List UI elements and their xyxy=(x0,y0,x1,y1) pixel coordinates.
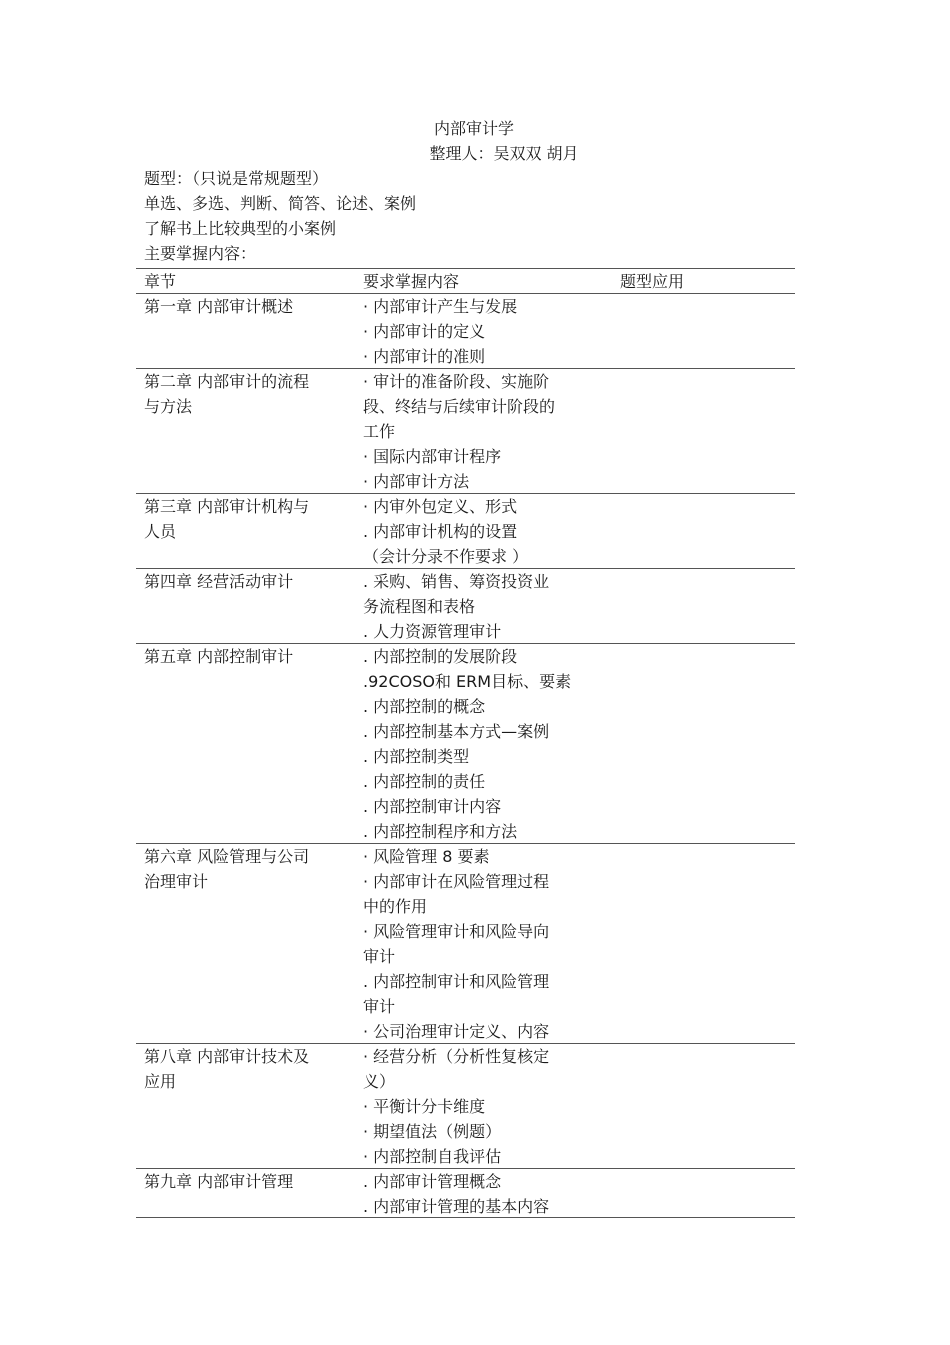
content-cell-line: 审计 xyxy=(363,947,396,966)
table-header-row xyxy=(136,268,795,293)
content-cell-line: · 平衡计分卡维度 xyxy=(363,1097,486,1116)
content-cell-line: . 内部控制审计内容 xyxy=(363,797,502,816)
document-title: 内部审计学 xyxy=(433,119,514,138)
chapter-cell-line: 与方法 xyxy=(144,397,193,416)
content-cell-line: . 内部控制程序和方法 xyxy=(363,822,518,841)
chapter-cell xyxy=(144,294,354,319)
content-cell xyxy=(363,494,598,569)
chapter-cell-line: 第二章 内部审计的流程 xyxy=(144,372,310,391)
chapter-cell-line: 第四章 经营活动审计 xyxy=(144,572,294,591)
content-cell xyxy=(363,844,598,1044)
content-cell-line: 中的作用 xyxy=(363,897,428,916)
content-cell xyxy=(363,644,598,844)
content-cell-line: · 经营分析（分析性复核定 xyxy=(363,1047,550,1066)
content-cell-line: · 内审外包定义、形式 xyxy=(363,497,518,516)
chapter-cell-line: 第五章 内部控制审计 xyxy=(144,647,294,666)
content-cell-line: . 内部控制基本方式—案例 xyxy=(363,722,550,741)
content-cell-line: 义） xyxy=(363,1072,396,1091)
content-cell-line: · 审计的准备阶段、实施阶 xyxy=(363,372,550,391)
content-cell-line: · 内部审计在风险管理过程 xyxy=(363,872,550,891)
content-cell-line: · 内部审计的定义 xyxy=(363,322,486,341)
chapter-cell-line: 应用 xyxy=(144,1072,177,1091)
chapter-cell xyxy=(144,644,354,669)
content-cell-line: . 内部控制的发展阶段 xyxy=(363,647,518,666)
content-cell-line: . 内部审计管理概念 xyxy=(363,1172,502,1191)
content-cell-line: 务流程图和表格 xyxy=(363,597,476,616)
chapter-cell-line: 第一章 内部审计概述 xyxy=(144,297,294,316)
content-cell-line: （会计分录不作要求 ） xyxy=(363,547,529,566)
table-row xyxy=(136,843,795,1043)
content-cell-line: . 内部控制审计和风险管理 xyxy=(363,972,550,991)
content-cell-line: · 内部控制自我评估 xyxy=(363,1147,502,1166)
table-row xyxy=(136,1043,795,1168)
header-content: 要求掌握内容 xyxy=(363,272,460,291)
chapter-cell xyxy=(144,1169,354,1194)
content-cell-line: . 内部审计机构的设置 xyxy=(363,522,518,541)
intro-line-question-types: 题型：（只说是常规题型） xyxy=(144,169,329,188)
chapter-cell xyxy=(144,369,354,419)
content-cell-line: · 内部审计方法 xyxy=(363,472,470,491)
table-row xyxy=(136,493,795,568)
content-cell-line: . 采购、销售、筹资投资业 xyxy=(363,572,550,591)
table-row xyxy=(136,1168,795,1218)
chapter-cell-line: 治理审计 xyxy=(144,872,209,891)
intro-line-type-list: 单选、多选、判断、简答、论述、案例 xyxy=(144,194,417,213)
chapter-cell-line: 人员 xyxy=(144,522,177,541)
chapter-cell-line: 第六章 风险管理与公司 xyxy=(144,847,310,866)
content-cell xyxy=(363,1044,598,1169)
intro-line-main-content: 主要掌握内容： xyxy=(144,244,257,263)
content-cell xyxy=(363,1169,598,1219)
header-question-type: 题型应用 xyxy=(620,272,685,291)
content-cell-line: . 人力资源管理审计 xyxy=(363,622,502,641)
table-row xyxy=(136,643,795,843)
chapter-cell xyxy=(144,494,354,544)
chapter-cell xyxy=(144,1044,354,1094)
chapter-cell xyxy=(144,844,354,894)
content-cell-line: · 国际内部审计程序 xyxy=(363,447,502,466)
content-cell-line: · 内部审计产生与发展 xyxy=(363,297,518,316)
content-cell-line: . 内部审计管理的基本内容 xyxy=(363,1197,550,1216)
content-cell-line: 审计 xyxy=(363,997,396,1016)
chapter-cell-line: 第八章 内部审计技术及 xyxy=(144,1047,310,1066)
content-cell-line: 工作 xyxy=(363,422,396,441)
chapter-cell xyxy=(144,569,354,594)
content-cell xyxy=(363,369,598,494)
syllabus-table xyxy=(136,268,795,1218)
content-cell-line: .92COSO和 ERM目标、要素 xyxy=(363,672,572,691)
content-cell-line: · 风险管理审计和风险导向 xyxy=(363,922,550,941)
content-cell xyxy=(363,569,598,644)
content-cell-line: . 内部控制的责任 xyxy=(363,772,486,791)
chapter-cell-line: 第九章 内部审计管理 xyxy=(144,1172,294,1191)
document-compilers: 整理人：吴双双 胡月 xyxy=(429,144,579,163)
table-row xyxy=(136,293,795,368)
content-cell-line: · 内部审计的准则 xyxy=(363,347,486,366)
intro-line-cases: 了解书上比较典型的小案例 xyxy=(144,219,337,238)
content-cell-line: . 内部控制类型 xyxy=(363,747,470,766)
table-row xyxy=(136,568,795,643)
content-cell-line: 段、终结与后续审计阶段的 xyxy=(363,397,556,416)
content-cell-line: . 内部控制的概念 xyxy=(363,697,486,716)
chapter-cell-line: 第三章 内部审计机构与 xyxy=(144,497,310,516)
content-cell-line: · 风险管理 8 要素 xyxy=(363,847,490,866)
content-cell xyxy=(363,294,598,369)
content-cell-line: · 期望值法（例题） xyxy=(363,1122,502,1141)
table-row xyxy=(136,368,795,493)
content-cell-line: · 公司治理审计定义、内容 xyxy=(363,1022,550,1041)
header-chapter: 章节 xyxy=(144,272,177,291)
